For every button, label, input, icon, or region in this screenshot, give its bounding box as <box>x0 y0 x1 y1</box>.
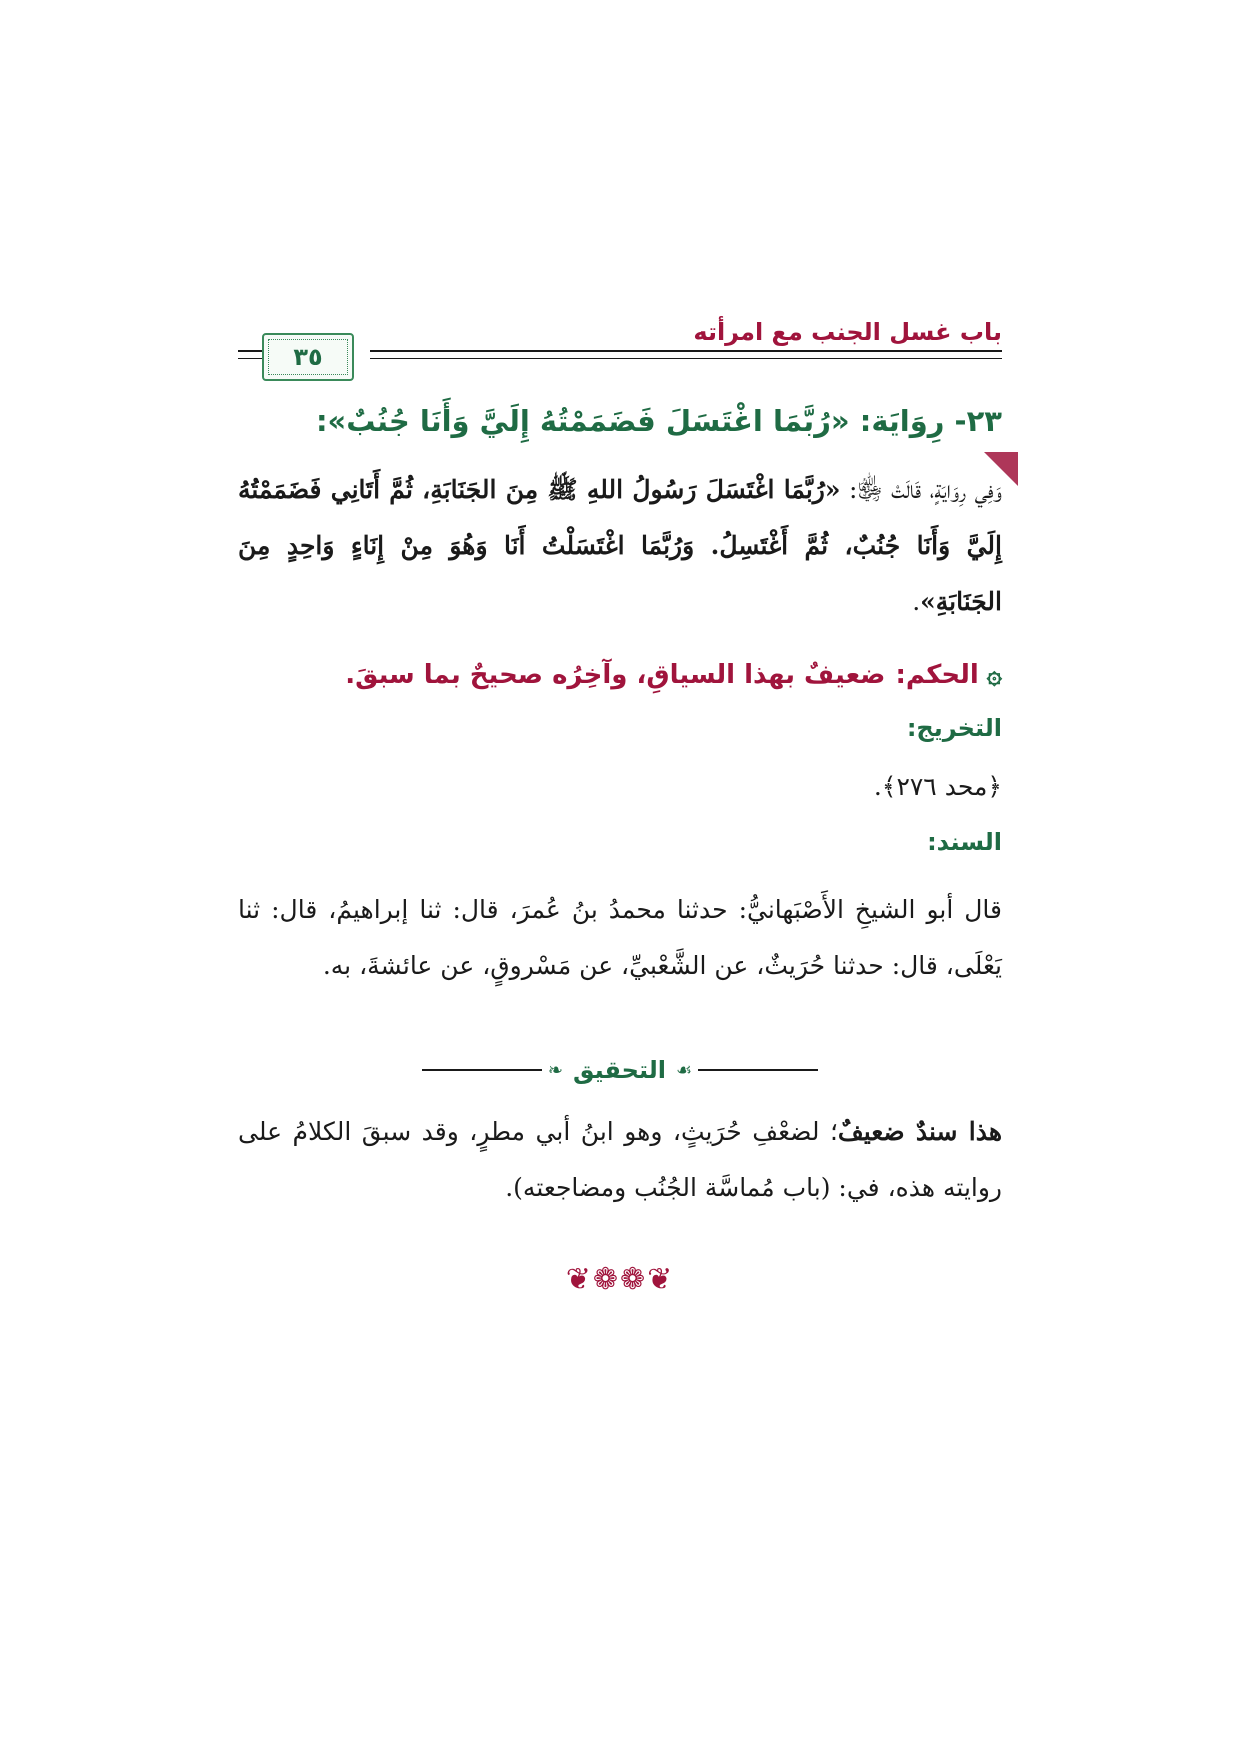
tahqiq-text <box>238 1104 1002 1216</box>
page-number: ٣٥ <box>293 343 323 371</box>
takhrij-reference: ﴿محد ٢٧٦﴾. <box>873 772 1002 801</box>
page-number-badge <box>262 333 354 381</box>
section-heading: ٢٣- رِوَايَة: «رُبَّمَا اغْتَسَلَ فَضَمَمْتُهُ إِلَيَّ وَأَنَا جُنُبٌ»: <box>315 404 1002 438</box>
tahqiq-divider <box>0 1050 1240 1090</box>
divider-line-left <box>422 1069 542 1071</box>
header-rule-top <box>370 350 1002 352</box>
hadith-text <box>238 462 1002 630</box>
sanad-text: قال أبو الشيخِ الأَصْبَهانيُّ: حدثنا محمدُ بنُ عُمرَ، قال: ثنا إبراهيمُ، قال: ثنا يَعْلَى، قال: حدثنا حُرَيثٌ، عن الشَّعْبيِّ، عن مَسْروقٍ، عن عائشةَ، به. <box>238 895 1002 980</box>
tahqiq-title: التحقيق <box>572 1056 666 1084</box>
running-header-title: باب غسل الجنب مع امرأته <box>693 318 1002 346</box>
tahqiq-bold-lead: هذا سندٌ ضعيفٌ <box>837 1117 1002 1146</box>
divider-ornament-right-icon: ☙ <box>676 1059 693 1081</box>
takhrij-label: التخريج: <box>906 714 1002 742</box>
ruling-star-icon: ۞ <box>986 660 1002 690</box>
ruling-label: الحكم: <box>895 660 979 690</box>
hadith-intro: وَفِي رِوَايَةٍ، قَالَتْ ﵂: <box>840 475 1002 504</box>
ruling-text: ضعيفٌ بهذا السياقِ، وآخِرُه صحيحٌ بما سبقَ. <box>345 660 886 690</box>
header-rule-bottom <box>370 358 1002 359</box>
divider-ornament-left-icon: ❧ <box>547 1059 563 1081</box>
divider-line-right <box>698 1069 818 1071</box>
tahqiq-body: ؛ لضعْفِ حُرَيثٍ، وهو ابنُ أبي مطرٍ، وقد سبقَ الكلامُ على روايته هذه، في: (باب مُماسَّة الجُنُب ومضاجعته). <box>238 1117 1002 1202</box>
hadith-end: . <box>912 587 921 616</box>
sanad-label: السند: <box>927 828 1002 856</box>
end-ornament-icon: ❦❁❁❦ <box>565 1262 675 1297</box>
ruling-line <box>345 660 1002 690</box>
hadith-quote: «رُبَّمَا اغْتَسَلَ رَسُولُ اللهِ ﷺ مِنَ الجَنَابَةِ، ثُمَّ أَتَانِي فَضَمَمْتُهُ إِلَيَّ وَأَنَا جُنُبٌ، ثُمَّ أَغْتَسِلُ. وَرُبَّمَا اغْتَسَلْتُ أَنَا وَهُوَ مِنْ إِنَاءٍ وَاحِدٍ مِنَ الجَنَابَةِ» <box>238 475 1002 616</box>
